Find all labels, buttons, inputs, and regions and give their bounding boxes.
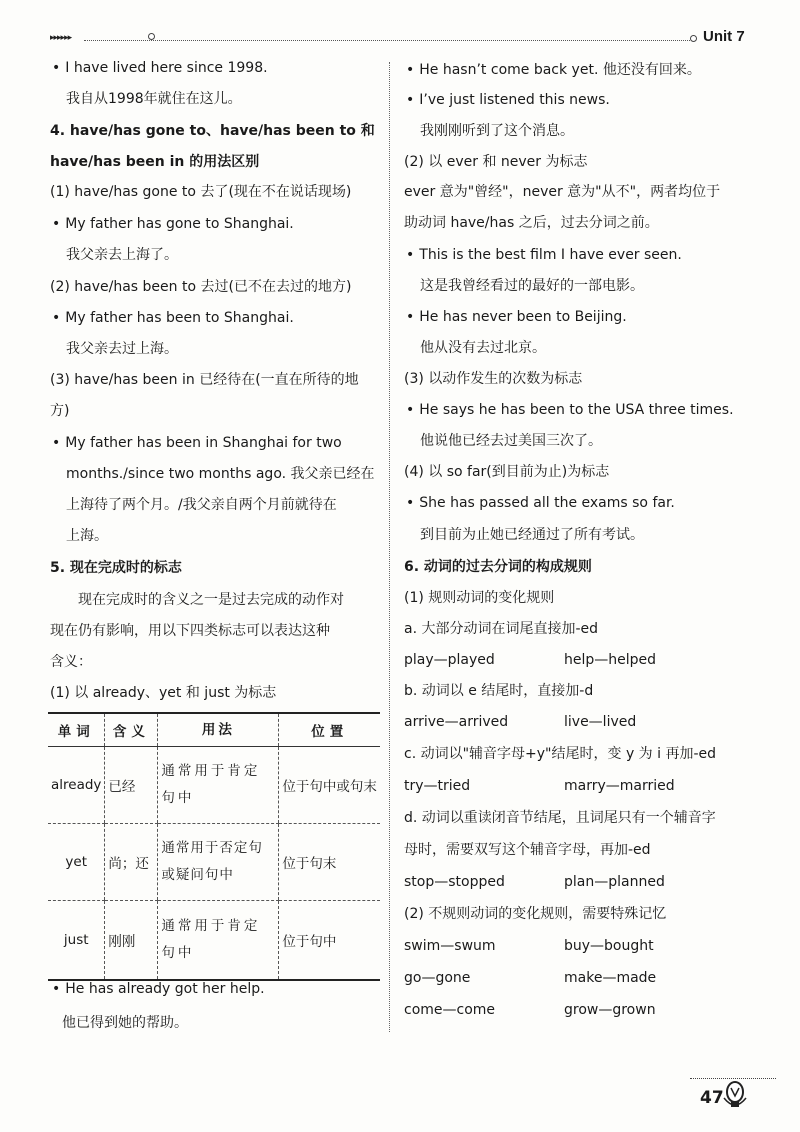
section-heading-4-cont: have/has been in 的用法区别 [50, 154, 260, 170]
meaning-cell: 已经 [105, 747, 158, 824]
header-dot-right [690, 35, 697, 42]
page-number: 47 [700, 1088, 724, 1108]
word-pair: try—tried [404, 778, 471, 794]
word-pair: play—played [404, 652, 495, 668]
position-cell: 位于句中 [279, 901, 380, 981]
word-pair: go—gone [404, 970, 471, 986]
subheading: (2) 不规则动词的变化规则，需要特殊记忆 [404, 906, 667, 922]
subheading: (3) have/has been in 已经待在(一直在所待的地 [50, 372, 359, 388]
example-line: • He hasn’t come back yet. 他还没有回来。 [406, 60, 701, 80]
meaning-cell: 尚；还 [105, 824, 158, 901]
subheading: (3) 以动作发生的次数为标志 [404, 371, 583, 387]
column-header: 含义 [105, 713, 158, 747]
example-line: • He has already got her help. [52, 979, 265, 999]
paragraph-line: 含义： [50, 654, 92, 670]
example-line: • My father has been in Shanghai for two [52, 433, 342, 453]
word-cell: yet [48, 824, 105, 901]
translation-line: 我父亲去过上海。 [66, 341, 178, 357]
unit-label: Unit 7 [703, 28, 745, 45]
header-arrows: ▸▸▸▸▸▸ [50, 33, 72, 43]
header-rule [84, 40, 694, 41]
subheading: (1) have/has gone to 去了(现在不在说话现场) [50, 184, 352, 200]
subheading: (2) have/has been to 去过(已不在去过的地方) [50, 279, 352, 295]
word-pair: plan—planned [564, 874, 665, 890]
word-pair: live—lived [564, 714, 637, 730]
table-row [48, 747, 380, 824]
paragraph-line: ever 意为"曾经"，never 意为"从不"，两者均位于 [404, 184, 721, 200]
translation-line: 我自从1998年就住在这儿。 [66, 91, 242, 107]
example-line: • He has never been to Beijing. [406, 307, 627, 327]
translation-line: 我刚刚听到了这个消息。 [420, 123, 574, 139]
example-line: • He says he has been to the USA three times. [406, 400, 734, 420]
subheading: (4) 以 so far(到目前为止)为标志 [404, 464, 610, 480]
column-header: 用法 [158, 713, 279, 747]
column-divider [389, 62, 390, 1032]
translation-line: 这是我曾经看过的最好的一部电影。 [420, 278, 644, 294]
example-line: • My father has been to Shanghai. [52, 308, 294, 328]
paragraph-line: 现在仍有影响，用以下四类标志可以表达这种 [50, 623, 330, 639]
paragraph-line: 现在完成时的含义之一是过去完成的动作对 [78, 592, 344, 608]
translation-line: 他说他已经去过美国三次了。 [420, 433, 602, 449]
example-line-cont: 上海。 [66, 528, 108, 544]
subheading: (1) 以 already、yet 和 just 为标志 [50, 685, 277, 701]
usage-table [48, 712, 380, 981]
example-line: • She has passed all the exams so far. [406, 493, 675, 513]
meaning-cell: 刚刚 [105, 901, 158, 981]
word-pair: arrive—arrived [404, 714, 509, 730]
translation-line: 他从没有去过北京。 [420, 340, 546, 356]
example-line-cont: months./since two months ago. 我父亲已经在 [66, 466, 375, 482]
translation-line: 到目前为止她已经通过了所有考试。 [420, 527, 644, 543]
position-cell: 位于句中或句末 [279, 747, 380, 824]
example-line: • I have lived here since 1998. [52, 58, 268, 78]
word-pair: grow—grown [564, 1002, 656, 1018]
usage-cell: 通常用于肯定句中 [158, 747, 279, 824]
word-cell: just [48, 901, 105, 981]
example-line: • This is the best film I have ever seen. [406, 245, 682, 265]
example-line: • My father has gone to Shanghai. [52, 214, 294, 234]
translation-line: 他已得到她的帮助。 [62, 1015, 188, 1031]
rule-line: b. 动词以 e 结尾时，直接加-d [404, 683, 594, 699]
rule-line: c. 动词以"辅音字母+y"结尾时，变 y 为 i 再加-ed [404, 746, 717, 762]
section-heading-6: 6. 动词的过去分词的构成规则 [404, 559, 592, 575]
position-cell: 位于句末 [279, 824, 380, 901]
column-header: 位置 [279, 713, 380, 747]
table-row [48, 824, 380, 901]
section-heading-5: 5. 现在完成时的标志 [50, 560, 182, 576]
rule-line: a. 大部分动词在词尾直接加-ed [404, 621, 599, 637]
subheading: (1) 规则动词的变化规则 [404, 590, 555, 606]
word-pair: buy—bought [564, 938, 654, 954]
translation-line: 我父亲去上海了。 [66, 247, 178, 263]
word-pair: marry—married [564, 778, 675, 794]
usage-cell: 通常用于否定句或疑问句中 [158, 824, 279, 901]
usage-cell: 通常用于肯定句中 [158, 901, 279, 981]
lightbulb-icon [718, 1078, 752, 1112]
word-pair: stop—stopped [404, 874, 505, 890]
header-dot [148, 33, 155, 40]
rule-line-cont: 母时，需要双写这个辅音字母，再加-ed [404, 842, 651, 858]
word-pair: come—come [404, 1002, 496, 1018]
word-cell: already [48, 747, 105, 824]
example-line: • I’ve just listened this news. [406, 90, 610, 110]
word-pair: help—helped [564, 652, 657, 668]
rule-line: d. 动词以重读闭音节结尾，且词尾只有一个辅音字 [404, 810, 716, 826]
word-pair: make—made [564, 970, 657, 986]
column-header: 单词 [48, 713, 105, 747]
table-row [48, 901, 380, 981]
table-header-row [48, 713, 380, 747]
paragraph-line: 助动词 have/has 之后，过去分词之前。 [404, 215, 659, 231]
section-heading-4: 4. have/has gone to、have/has been to 和 [50, 123, 375, 139]
example-line-cont: 上海待了两个月。/我父亲自两个月前就待在 [66, 497, 337, 513]
subheading: (2) 以 ever 和 never 为标志 [404, 154, 588, 170]
subheading-cont: 方) [50, 403, 70, 419]
word-pair: swim—swum [404, 938, 496, 954]
